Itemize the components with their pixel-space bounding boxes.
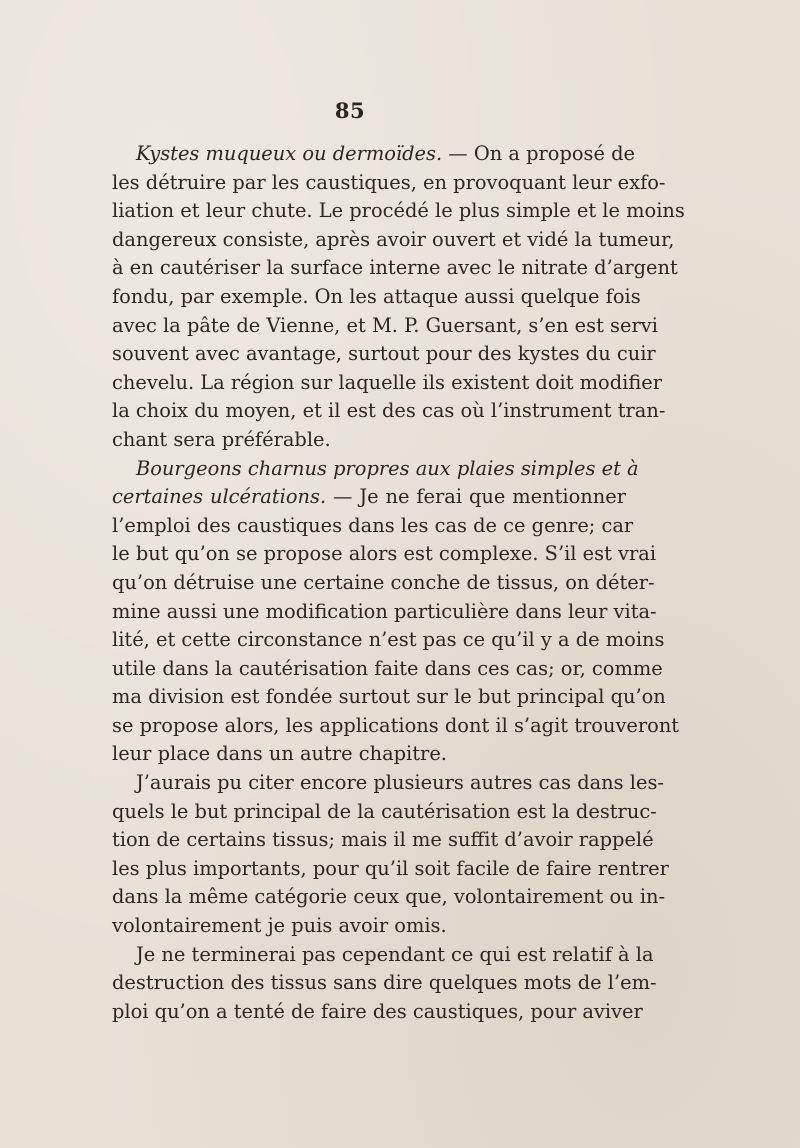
text-line: qu’on détruise une certaine conche de tissus, on déter-: [112, 570, 655, 594]
text-line: se propose alors, les applications dont il s’agit trouveront: [112, 713, 680, 737]
text-line: chevelu. La région sur laquelle ils existent doit modifier: [112, 370, 663, 394]
text-line: volontairement je puis avoir omis.: [112, 914, 447, 938]
text-line: utile dans la cautérisation faite dans ces cas; or, comme: [112, 656, 663, 680]
text-line: à en cautériser la surface interne avec le nitrate d’argent: [112, 256, 678, 280]
text-line: les plus importants, pour qu’il soit facile de faire rentrer: [112, 856, 669, 880]
text-line: dangereux consiste, après avoir ouvert et vidé la tumeur,: [112, 227, 675, 251]
paragraph-kystes: [112, 140, 685, 455]
text-line: l’emploi des caustiques dans les cas de ce genre; car: [112, 513, 634, 537]
text-fragment: — On a proposé de: [442, 142, 636, 165]
text-line: ploi qu’on a tenté de faire des caustiques, pour aviver: [112, 999, 643, 1023]
text-line: mine aussi une modification particulière dans leur vita-: [112, 599, 657, 623]
text-line: [112, 140, 636, 169]
page-body: [112, 140, 685, 1026]
page-number: 85: [334, 98, 366, 123]
text-line: J’aurais pu citer encore plusieurs autres cas dans les-: [136, 771, 664, 795]
text-line: Je ne terminerai pas cependant ce qui est relatif à la: [136, 942, 654, 966]
paragraph-jaurais: [112, 769, 669, 941]
paragraph-bourgeons: [112, 455, 680, 770]
text-line: le but qu’on se propose alors est complexe. S’il est vrai: [112, 542, 657, 566]
section-heading: Bourgeons charnus propres aux plaies simples et à: [136, 456, 639, 480]
text-line: la choix du moyen, et il est des cas où l’instrument tran-: [112, 399, 666, 423]
text-line: leur place dans un autre chapitre.: [112, 742, 447, 766]
section-heading-cont: certaines ulcérations.: [112, 485, 327, 509]
text-line: liation et leur chute. Le procédé le plus simple et le moins: [112, 199, 685, 223]
text-line: destruction des tissus sans dire quelques mots de l’em-: [112, 971, 657, 995]
text-line: chant sera préférable.: [112, 427, 331, 451]
text-line: souvent avec avantage, surtout pour des kystes du cuir: [112, 342, 656, 366]
paragraph-jene: [112, 941, 657, 1027]
text-line: avec la pâte de Vienne, et M. P. Guersant, s’en est servi: [112, 313, 658, 337]
text-line: dans la même catégorie ceux que, volontairement ou in-: [112, 885, 666, 909]
text-line: ma division est fondée surtout sur le but principal qu’on: [112, 685, 666, 709]
text-line: quels le but principal de la cautérisation est la destruc-: [112, 799, 657, 823]
section-heading: Kystes muqueux ou dermoïdes.: [136, 142, 443, 165]
text-fragment: — Je ne ferai que mentionner: [326, 485, 626, 509]
text-line: tion de certains tissus; mais il me suffit d’avoir rappelé: [112, 828, 654, 852]
text-line: les détruire par les caustiques, en provoquant leur exfo-: [112, 170, 666, 194]
text-line: lité, et cette circonstance n’est pas ce qu’il y a de moins: [112, 628, 665, 652]
text-line: [112, 483, 626, 512]
text-line: fondu, par exemple. On les attaque aussi quelque fois: [112, 284, 641, 308]
